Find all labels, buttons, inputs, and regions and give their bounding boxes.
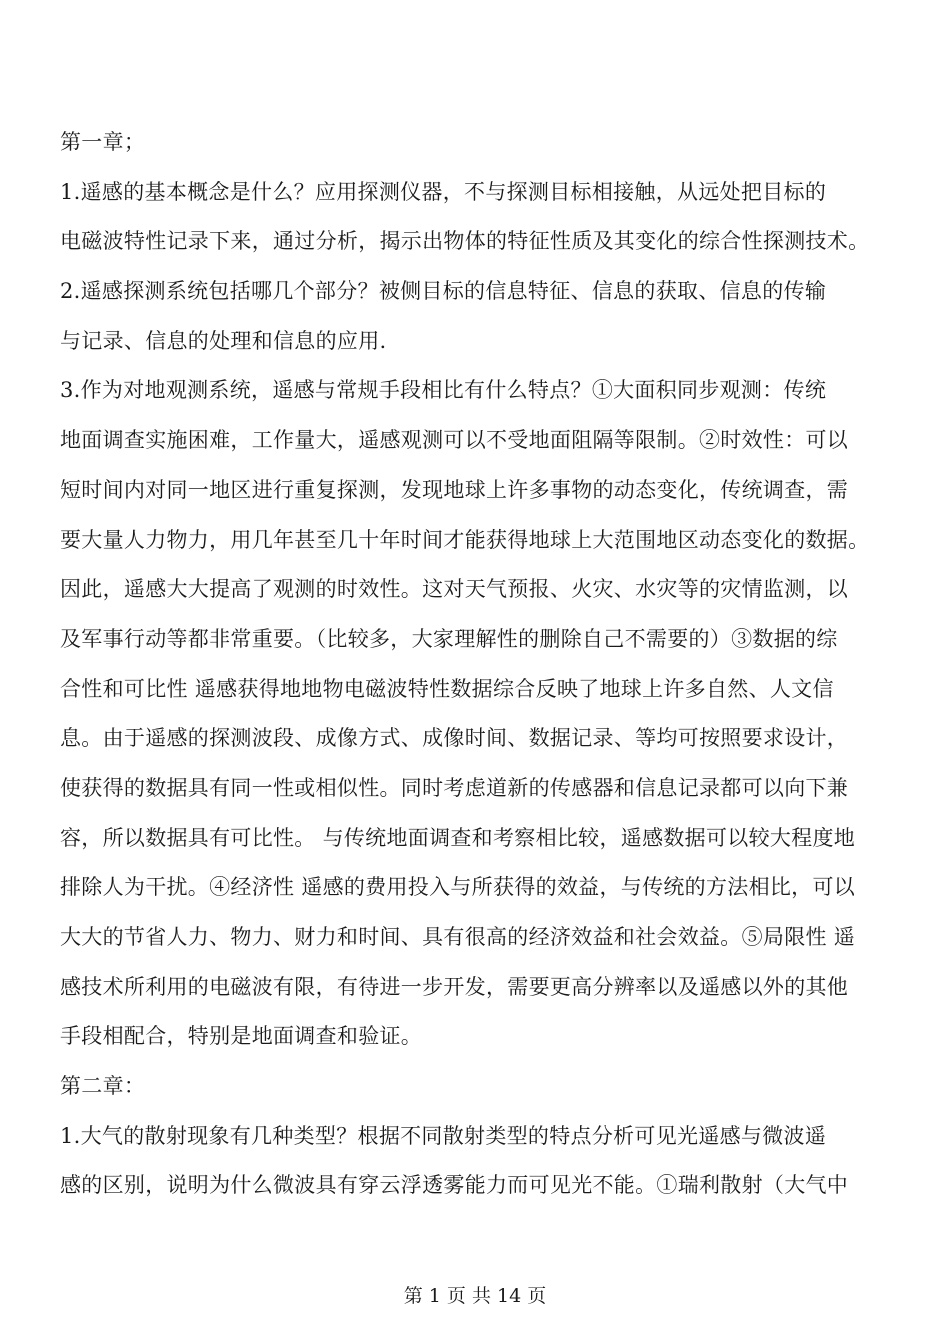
text-line: 地面调查实施困难，工作量大，遥感观测可以不受地面阻隔等限制。②时效性：可以: [60, 428, 849, 453]
chapter-1-heading: 第一章；: [60, 130, 146, 154]
text-line: 感技术所利用的电磁波有限，有待进一步开发，需要更高分辨率以及遥感以外的其他: [60, 974, 849, 999]
text-line: 短时间内对同一地区进行重复探测，发现地球上许多事物的动态变化，传统调查，需: [60, 477, 849, 502]
text-line: 要大量人力物力，用几年甚至几十年时间才能获得地球上大范围地区动态变化的数据。: [60, 527, 870, 552]
text-line: 容，所以数据具有可比性。 与传统地面调查和考察相比较，遥感数据可以较大程度地: [60, 825, 856, 850]
chapter-2-heading: 第二章：: [60, 1074, 146, 1099]
text-line: 大大的节省人力、物力、财力和时间、具有很高的经济效益和社会效益。⑤局限性 遥: [60, 925, 856, 949]
text-line: 与记录、信息的处理和信息的应用.: [60, 328, 387, 353]
text-line: 电磁波特性记录下来，通过分析，揭示出物体的特征性质及其变化的综合性探测技术。: [60, 229, 870, 254]
text-line: 合性和可比性 遥感获得地地物电磁波特性数据综合反映了地球上许多自然、人文信: [60, 676, 834, 701]
text-line: 使获得的数据具有同一性或相似性。同时考虑道新的传感器和信息记录都可以向下兼: [60, 775, 849, 800]
text-line: 因此，遥感大大提高了观测的时效性。这对天气预报、火灾、水灾等的灾情监测，以: [60, 577, 849, 602]
text-line: 手段相配合，特别是地面调查和验证。: [60, 1024, 423, 1049]
text-line: 排除人为干扰。④经济性 遥感的费用投入与所获得的效益，与传统的方法相比，可以: [60, 875, 856, 900]
text-line: 1.遥感的基本概念是什么？应用探测仪器，不与探测目标相接触，从远处把目标的: [60, 179, 827, 204]
text-line: 3.作为对地观测系统，遥感与常规手段相比有什么特点？①大面积同步观测：传统: [60, 378, 827, 403]
text-line: 及军事行动等都非常重要。（比较多，大家理解性的删除自己不需要的）③数据的综: [60, 626, 838, 651]
text-line: 2.遥感探测系统包括哪几个部分？被侧目标的信息特征、信息的获取、信息的传输: [60, 279, 827, 304]
text-line: 1.大气的散射现象有几种类型？根据不同散射类型的特点分析可见光遥感与微波遥: [60, 1123, 827, 1148]
text-line: 感的区别，说明为什么微波具有穿云浮透雾能力而可见光不能。①瑞利散射（大气中: [60, 1173, 849, 1198]
document-body: [60, 118, 892, 1211]
page-number-footer: 第 1 页 共 14 页: [403, 1285, 547, 1307]
text-line: 息。由于遥感的探测波段、成像方式、成像时间、数据记录、等均可按照要求设计，: [60, 726, 849, 751]
